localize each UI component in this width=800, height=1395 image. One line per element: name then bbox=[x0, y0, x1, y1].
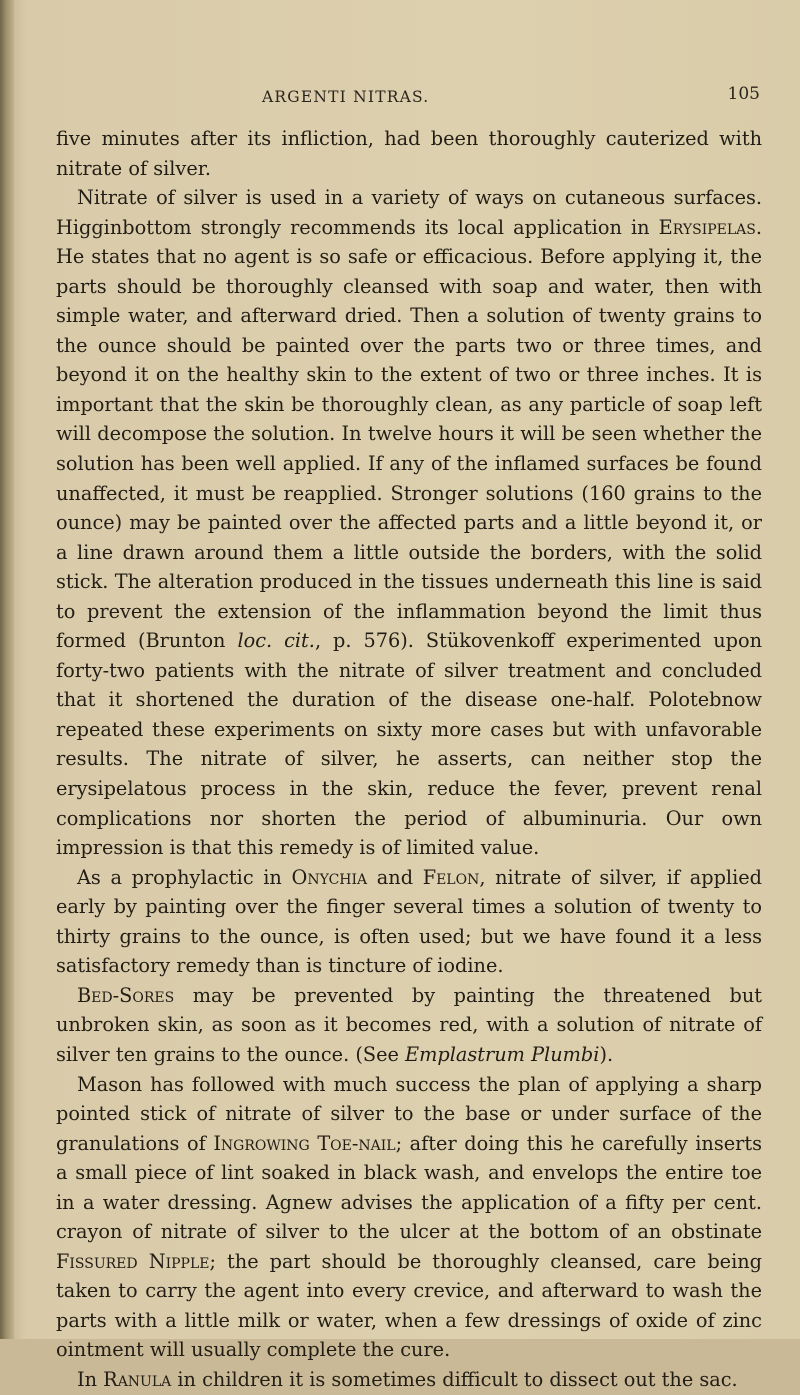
page-header bbox=[56, 84, 762, 114]
small-caps-term: Felon bbox=[422, 865, 480, 889]
paragraph bbox=[56, 183, 762, 863]
small-caps-term: Bed-Sores bbox=[77, 983, 175, 1007]
running-head: ARGENTI NITRAS. bbox=[262, 88, 430, 106]
text-run: and bbox=[367, 865, 423, 889]
paragraph bbox=[56, 124, 762, 183]
paragraph bbox=[56, 1365, 762, 1395]
binding-gutter bbox=[0, 0, 14, 1339]
paragraph bbox=[56, 981, 762, 1070]
text-run: ; the part should be thoroughly cleansed, care being taken to carry the agent into every crevice, and afterward to wash the parts with a little milk or water, when a few dressings of oxide of zinc ointment will usually complete the cure. bbox=[56, 1249, 763, 1362]
italic-citation: loc. cit. bbox=[237, 629, 315, 653]
text-run: in children it is sometimes difficult to dissect out the sac. bbox=[171, 1367, 738, 1391]
body-text bbox=[56, 124, 762, 1395]
text-run: As a prophylactic in bbox=[77, 865, 292, 889]
text-run: five minutes after its infliction, had been thoroughly cauterized with nitrate of silver. bbox=[56, 127, 762, 180]
paragraph bbox=[56, 1070, 762, 1365]
text-run: , p. 576). Stükovenkoff experimented upon forty-two patients with the nitrate of silver treatment and concluded that it shortened the duration of the disease one-half. Polotebnow repeated these experiments on sixty more cases but with unfavorable results. The nitrate of silver, he asserts, can neither stop the erysipelatous process in the skin, reduce the fever, prevent renal complications nor shorten the period of albuminuria. Our own impression is that this remedy is of limited value. bbox=[56, 629, 762, 860]
small-caps-term: Ingrowing Toe-nail bbox=[213, 1131, 396, 1155]
text-run: Nitrate of silver is used in a variety of ways on cutaneous surfaces. Higginbottom strongly recommends its local application in bbox=[56, 186, 762, 239]
text-run: may be prevented by painting the threatened but unbroken skin, as soon as it becomes red, with a solution of nitrate of silver ten grains to the ounce. (See bbox=[56, 983, 762, 1066]
text-run: He states that no agent is so safe or efficacious. Before applying it, the parts should be thoroughly cleansed with soap and water, then with simple water, and afterward dried. Then a solution of twenty grains to the ounce should be painted over the parts two or three times, and beyond it on the healthy skin to the extent of two or three inches. It is important that the skin be thoroughly clean, as any particle of soap left will decompose the solution. In twelve hours it will be seen whether the solution has been well applied. If any of the inflamed surfaces be found unaffected, it must be reapplied. Stronger solutions (160 grains to the ounce) may be painted over the affected parts and a little beyond it, or a line drawn around them a little outside the borders, with the solid stick. The alteration produced in the tissues underneath this line is said to prevent the extension of the inflammation beyond the limit thus formed (Brunton bbox=[56, 245, 762, 653]
text-run: ; after doing this he carefully inserts a small piece of lint soaked in black wash, and envelops the entire toe in a water dressing. Agnew advises the application of a fifty per cent. crayon of nitrate of silver to the ulcer at the bottom of an obstinate bbox=[56, 1131, 762, 1244]
italic-citation: Emplastrum Plumbi bbox=[405, 1042, 600, 1066]
text-run: In bbox=[77, 1367, 104, 1391]
text-run: Mason has followed with much success the plan of applying a sharp pointed stick of nitrate of silver to the base or under surface of the granulations of bbox=[56, 1072, 762, 1155]
text-run: , nitrate of silver, if applied early by painting over the finger several times a solution of twenty to thirty grains to the ounce, is often used; but we have found it a less satisfactory remedy than is tincture of iodine. bbox=[56, 865, 762, 978]
text-run: ). bbox=[599, 1042, 614, 1066]
small-caps-term: Onychia bbox=[291, 865, 368, 889]
small-caps-term: Fissured Nipple bbox=[56, 1249, 210, 1273]
page-number: 105 bbox=[727, 84, 760, 104]
small-caps-term: Ranula bbox=[103, 1367, 172, 1391]
small-caps-term: Erysipelas. bbox=[658, 215, 762, 239]
paragraph bbox=[56, 863, 762, 981]
